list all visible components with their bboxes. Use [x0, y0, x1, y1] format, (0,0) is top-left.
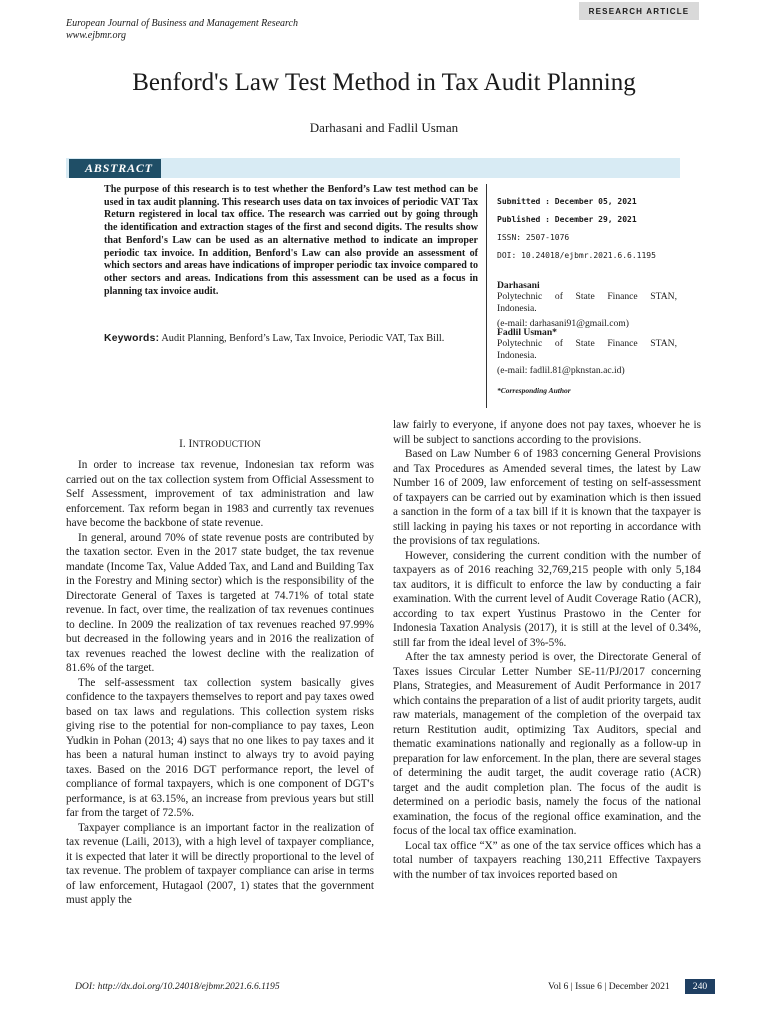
author-name: Darhasani [497, 280, 540, 291]
section-heading: I. INTRODUCTION [179, 438, 261, 450]
footer-volume: Vol 6 | Issue 6 | December 2021 [548, 981, 670, 992]
journal-name: European Journal of Business and Management Research [66, 18, 298, 29]
keywords [104, 333, 478, 346]
paragraph: Based on Law Number 6 of 1983 concerning General Provisions and Tax Procedures as Amended several times, the latest by Law Number 16 of 2009, law enforcement of testing on self-assessment of taxpayers can be carried out by examination which is then issued a sanction in the form of a tax bill if it is known that the taxpayer is still lacking in paying his taxes or not reporting in accordance with the provisions of tax regulations. [393, 448, 701, 547]
paragraph: After the tax amnesty period is over, the Directorate General of Taxes issues Circular Letter Number SE-11/PJ/2017 concerning Plans, Strategies, and Measurement of Audit Performance in 2017 which contains the preparation of a list of audit priority targets, audit raw materials, management of the completion of the overpaid tax return Restitution audit, optimizing Tax Auditors, special and thematic examinations nationally and regionally as a follow-up in preparation for law enforcement. In the plan, there are several stages of determining the audit target, the audit coverage ratio (ACR) target and the audit completion plan. The focus of the audit is determined on a periodic basis, namely the focus of the national examination, the focus of the regional office examination, and the focus of the local tax office examination. [393, 651, 701, 837]
footer-doi: DOI: http://dx.doi.org/10.24018/ejbmr.2021.6.6.1195 [75, 981, 280, 992]
paragraph: law fairly to everyone, if anyone does not pay taxes, whoever he is will be subject to sanctions according to the provisions. [393, 419, 701, 446]
author-email: (e-mail: darhasani91@gmail.com) [497, 317, 629, 329]
abstract-label: ABSTRACT [69, 159, 161, 178]
paragraph: In order to increase tax revenue, Indonesian tax reform was carried out on the tax collection system from Official Assessment to Self Assessment, improvement of tax administration and law enforcement. Tax reform began in 1983 and currently tax revenues have become the backbone of state revenue. [66, 459, 374, 529]
body-column-left [66, 458, 374, 908]
paragraph: Taxpayer compliance is an important factor in the realization of tax revenue (Laili, 2013), with a high level of taxpayer compliance, it is expected that later it will be directly proportional to the level of tax revenue. The problem of taxpayer compliance can arise in terms of law enforcement, Hutagaol (2007, 1) states that the government must apply the [66, 821, 374, 906]
meta-submitted: Submitted : December 05, 2021 [497, 197, 637, 206]
keywords-label: Keywords: [104, 333, 160, 344]
journal-url: www.ejbmr.org [66, 30, 127, 41]
article-type-badge: RESEARCH ARTICLE [579, 2, 699, 20]
affiliation-2 [497, 327, 677, 376]
body-column-right [393, 418, 701, 882]
corresponding-author-note: *Corresponding Author [497, 386, 571, 395]
author-name: Fadlil Usman* [497, 327, 557, 338]
paper-title: Benford's Law Test Method in Tax Audit Planning [132, 69, 636, 96]
keywords-list: Audit Planning, Benford’s Law, Tax Invoice, Periodic VAT, Tax Bill. [161, 333, 445, 344]
affiliation-1 [497, 280, 677, 329]
abstract-text: The purpose of this research is to test whether the Benford’s Law test method can be used in tax audit planning. This research uses data on tax invoices of periodic VAT Tax Return registered in local tax office. The research was carried out by going through the identification and extraction stages of the first and second digits. The results show that Benford's Law can be used as an alternative method to indicate an improper periodic tax invoice. In addition, Benford's Law can also provide an assessment of which sectors and areas have indications of improper periodic tax invoice compared to other sectors and areas. Indications from this assessment can be used as a focus in planning tax invoice audit. [104, 184, 478, 297]
meta-issn: ISSN: 2507-1076 [497, 233, 570, 242]
meta-published: Published : December 29, 2021 [497, 215, 637, 224]
paper-authors: Darhasani and Fadlil Usman [309, 120, 459, 135]
page-number: 240 [685, 979, 715, 994]
paragraph: Local tax office “X” as one of the tax service offices which has a total number of taxpayers reaching 130,211 Effective Taxpayers with the number of tax invoices reported based on [393, 839, 701, 881]
paragraph: However, considering the current condition with the number of taxpayers as of 2016 reaching 32,769,215 people with only 5,184 tax auditors, it is difficult to enforce the law by conducting a fair examination. With the current level of Audit Coverage Ratio (ACR), according to tax expert Yustinus Prastowo in the Center for Indonesia Taxation Analysis (2017), it is still at the level of 0.34%, still far from the ideal level of 3%-5%. [393, 549, 701, 649]
author-email: (e-mail: fadlil.81@pknstan.ac.id) [497, 364, 625, 376]
paragraph: The self-assessment tax collection system basically gives confidence to the taxpayers themselves to report and pay taxes owed based on tax laws and regulations. This collection system risks giving rise to the potential for non-compliance to pay taxes, Leon Yudkin in Pohan (2013; 4) says that no one likes to pay taxes and it has been a natural human instinct to always try to avoid paying taxes. Based on the 2016 DGT performance report, the level of compliance of formal taxpayers, which is one component of DGT's performance, is at 63.15%, an increase from previous years but still far from the target of 72.5%. [66, 676, 374, 819]
author-institution: Polytechnic of State Finance STAN, Indonesia. [497, 338, 677, 361]
abstract-divider [486, 184, 487, 408]
meta-doi: DOI: 10.24018/ejbmr.2021.6.6.1195 [497, 251, 656, 260]
author-institution: Polytechnic of State Finance STAN, Indonesia. [497, 291, 677, 314]
journal-header [66, 18, 298, 42]
paragraph: In general, around 70% of state revenue posts are contributed by the taxation sector. Even in the 2017 state budget, the tax revenue mandate (Income Tax, Value Added Tax, and Land and Building Tax in the Forestry and Mining sector) which is the responsibility of the Directorate General of Taxes is targeted at 74.71% of total state revenue. In fact, over time, the realization of tax revenues continues to decline. In 2009 the realization of tax revenues reached 97.99% but decreased in the following years and in 2016 the realization of tax revenues reached the lowest decline with the realization of 81.6% of the target. [66, 531, 374, 674]
